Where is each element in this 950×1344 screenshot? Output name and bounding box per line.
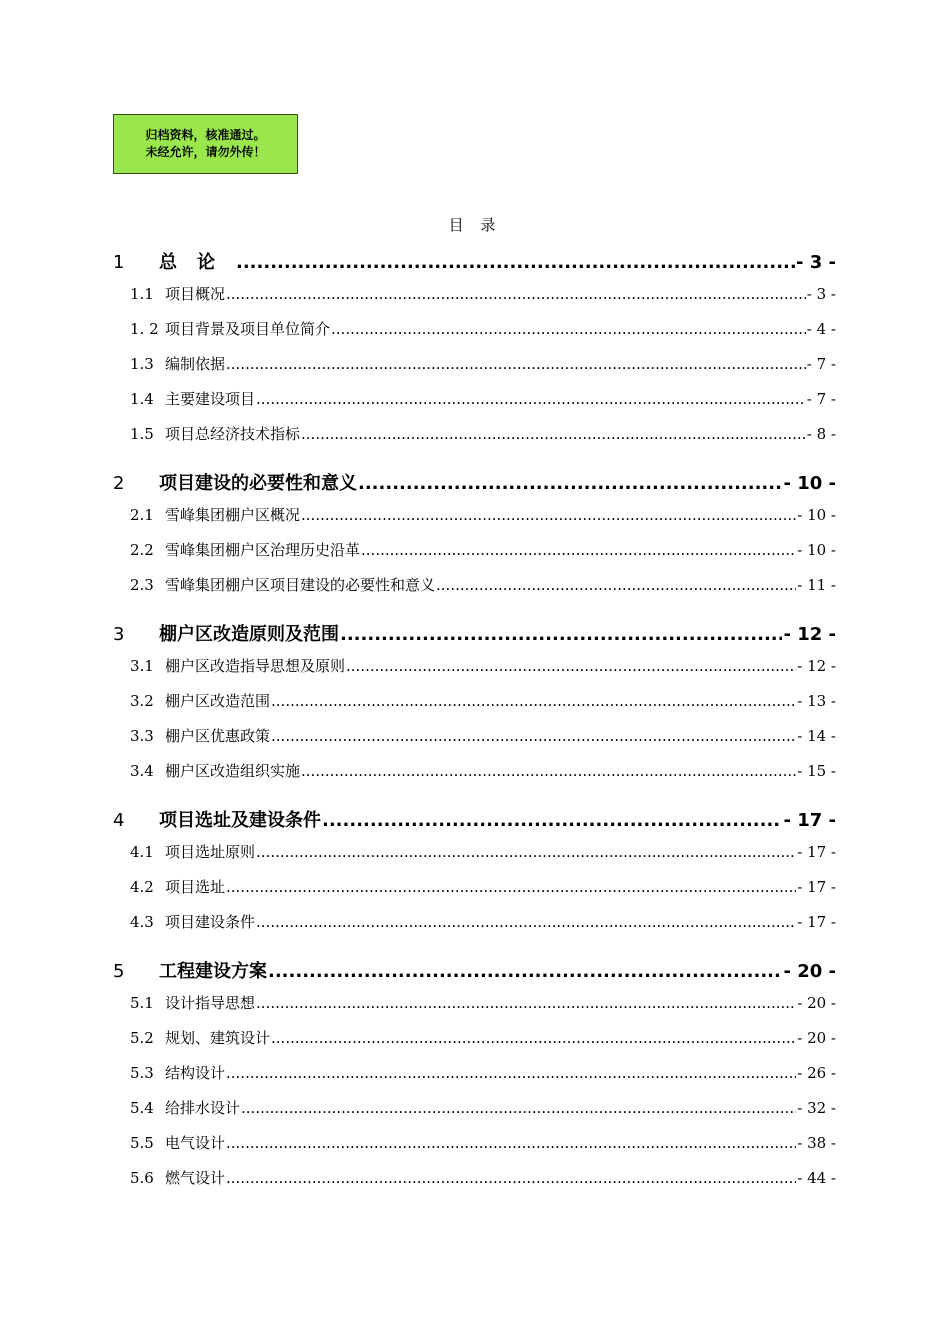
toc-entry-title: 设计指导思想 [165, 994, 256, 1012]
toc-entry-number: 5 [113, 961, 125, 982]
toc-entry-number: 1.3 [130, 355, 154, 373]
archive-stamp [113, 114, 298, 174]
toc-section-entry[interactable] [130, 655, 836, 676]
toc-dot-leader [331, 320, 806, 338]
toc-dot-leader [256, 390, 806, 408]
toc-chapter-entry[interactable] [113, 248, 836, 274]
toc-entry-number: 4 [113, 810, 125, 831]
toc-dot-leader [322, 810, 782, 831]
toc-page-number: - 20 - [797, 1029, 836, 1047]
toc-entry-number: 5.1 [130, 994, 154, 1012]
toc-section-entry[interactable] [130, 1062, 836, 1083]
toc-dot-leader [256, 843, 796, 861]
toc-entry-title: 棚户区改造范围 [165, 692, 271, 710]
toc-dot-leader [268, 961, 782, 982]
toc-entry-title: 项目选址 [165, 878, 226, 896]
toc-section-entry[interactable] [130, 318, 836, 339]
toc-entry-number: 3.3 [130, 727, 154, 745]
toc-entry-number: 4.2 [130, 878, 154, 896]
toc-page-number: - 8 - [806, 425, 836, 443]
toc-page-number: - 11 - [797, 576, 836, 594]
toc-dot-leader [226, 1134, 796, 1152]
toc-page-number: - 7 - [806, 355, 836, 373]
toc-entry-number: 5.2 [130, 1029, 154, 1047]
toc-dot-leader [226, 285, 806, 303]
toc-entry-number: 4.1 [130, 843, 154, 861]
toc-section-entry[interactable] [130, 1027, 836, 1048]
toc-entry-number: 2.2 [130, 541, 154, 559]
toc-page-number: - 3 - [806, 285, 836, 303]
toc-page-number: - 12 - [783, 624, 836, 645]
toc-entry-title: 雪峰集团棚户区项目建设的必要性和意义 [165, 576, 436, 594]
toc-section-entry[interactable] [130, 353, 836, 374]
toc-section-entry[interactable] [130, 1132, 836, 1153]
toc-dot-leader [241, 1099, 796, 1117]
toc-page-number: - 26 - [797, 1064, 836, 1082]
toc-section-entry[interactable] [130, 876, 836, 897]
toc-entry-title: 项目背景及项目单位简介 [165, 320, 331, 338]
toc-dot-leader [301, 425, 806, 443]
toc-page-number: - 3 - [796, 252, 836, 273]
toc-section-entry[interactable] [130, 1167, 836, 1188]
toc-dot-leader [226, 878, 796, 896]
toc-chapter-entry[interactable] [113, 957, 836, 983]
toc-section-entry[interactable] [130, 1097, 836, 1118]
toc-page-number: - 38 - [797, 1134, 836, 1152]
toc-dot-leader [301, 762, 796, 780]
toc-dot-leader [271, 727, 796, 745]
toc-page-number: - 7 - [806, 390, 836, 408]
toc-page-number: - 10 - [783, 473, 836, 494]
toc-dot-leader [301, 506, 796, 524]
toc-entry-title: 规划、建筑设计 [165, 1029, 271, 1047]
toc-section-entry[interactable] [130, 283, 836, 304]
toc-title: 目 录 [448, 216, 502, 234]
toc-page-number: - 20 - [797, 994, 836, 1012]
toc-page-number: - 20 - [783, 961, 836, 982]
toc-entry-title: 项目选址及建设条件 [159, 810, 321, 831]
toc-section-entry[interactable] [130, 992, 836, 1013]
toc-page-number: - 17 - [797, 843, 836, 861]
toc-dot-leader [236, 252, 795, 273]
toc-section-entry[interactable] [130, 388, 836, 409]
toc-entry-number: 3.1 [130, 657, 154, 675]
toc-chapter-entry[interactable] [113, 469, 836, 495]
toc-entry-title: 主要建设项目 [165, 390, 256, 408]
toc-entry-number: 5.3 [130, 1064, 154, 1082]
toc-entry-number: 1.4 [130, 390, 154, 408]
toc-entry-number: 1 [113, 252, 125, 273]
toc-entry-title: 编制依据 [165, 355, 226, 373]
toc-section-entry[interactable] [130, 725, 836, 746]
toc-entry-title: 棚户区改造原则及范围 [159, 624, 339, 645]
toc-dot-leader [436, 576, 796, 594]
toc-section-entry[interactable] [130, 539, 836, 560]
toc-entry-title: 雪峰集团棚户区治理历史沿革 [165, 541, 361, 559]
toc-dot-leader [226, 1064, 796, 1082]
toc-entry-number: 5.4 [130, 1099, 154, 1117]
stamp-line-1: 归档资料，核准通过。 [145, 128, 266, 142]
toc-page-number: - 32 - [797, 1099, 836, 1117]
toc-section-entry[interactable] [130, 574, 836, 595]
toc-entry-title: 项目总经济技术指标 [165, 425, 301, 443]
toc-dot-leader [361, 541, 796, 559]
stamp-line-2: 未经允许，请勿外传！ [145, 145, 266, 159]
toc-entry-number: 3.2 [130, 692, 154, 710]
toc-dot-leader [271, 692, 796, 710]
toc-entry-number: 4.3 [130, 913, 154, 931]
toc-section-entry[interactable] [130, 423, 836, 444]
toc-entry-title: 项目建设的必要性和意义 [159, 473, 357, 494]
toc-section-entry[interactable] [130, 504, 836, 525]
toc-dot-leader [346, 657, 796, 675]
toc-entry-number: 3.4 [130, 762, 154, 780]
toc-entry-title: 项目概况 [165, 285, 226, 303]
toc-page-number: - 14 - [797, 727, 836, 745]
toc-entry-title: 燃气设计 [165, 1169, 226, 1187]
toc-entry-number: 2.1 [130, 506, 154, 524]
toc-entry-number: 2.3 [130, 576, 154, 594]
toc-dot-leader [256, 913, 796, 931]
toc-dot-leader [340, 624, 782, 645]
toc-entry-title: 总论 [159, 252, 235, 273]
toc-dot-leader [271, 1029, 796, 1047]
toc-dot-leader [226, 1169, 796, 1187]
toc-entry-title: 工程建设方案 [159, 961, 267, 982]
toc-entry-number: 5.6 [130, 1169, 154, 1187]
toc-page-number: - 13 - [797, 692, 836, 710]
toc-page-number: - 17 - [797, 878, 836, 896]
toc-section-entry[interactable] [130, 760, 836, 781]
toc-page-number: - 17 - [797, 913, 836, 931]
toc-entry-title: 电气设计 [165, 1134, 226, 1152]
toc-dot-leader [358, 473, 782, 494]
toc-section-entry[interactable] [130, 690, 836, 711]
toc-page-number: - 10 - [797, 506, 836, 524]
toc-entry-title: 给排水设计 [165, 1099, 241, 1117]
toc-entry-title: 棚户区改造组织实施 [165, 762, 301, 780]
toc-page-number: - 17 - [783, 810, 836, 831]
toc-entry-title: 雪峰集团棚户区概况 [165, 506, 301, 524]
toc-entry-title: 棚户区优惠政策 [165, 727, 271, 745]
toc-page-number: - 4 - [806, 320, 836, 338]
toc-page-number: - 12 - [797, 657, 836, 675]
toc-entry-number: 1.1 [130, 285, 154, 303]
toc-entry-number: 3 [113, 624, 125, 645]
toc-entry-number: 2 [113, 473, 125, 494]
toc-entry-title: 项目选址原则 [165, 843, 256, 861]
toc-entry-number: 1.5 [130, 425, 154, 443]
toc-page-number: - 15 - [797, 762, 836, 780]
toc-entry-title: 结构设计 [165, 1064, 226, 1082]
toc-entry-number: 1. 2 [130, 320, 159, 338]
toc-dot-leader [226, 355, 806, 373]
toc-chapter-entry[interactable] [113, 806, 836, 832]
toc-chapter-entry[interactable] [113, 620, 836, 646]
toc-section-entry[interactable] [130, 841, 836, 862]
toc-section-entry[interactable] [130, 911, 836, 932]
toc-entry-title: 项目建设条件 [165, 913, 256, 931]
toc-page-number: - 10 - [797, 541, 836, 559]
toc-entry-number: 5.5 [130, 1134, 154, 1152]
toc-page-number: - 44 - [797, 1169, 836, 1187]
toc-dot-leader [256, 994, 796, 1012]
toc-entry-title: 棚户区改造指导思想及原则 [165, 657, 346, 675]
